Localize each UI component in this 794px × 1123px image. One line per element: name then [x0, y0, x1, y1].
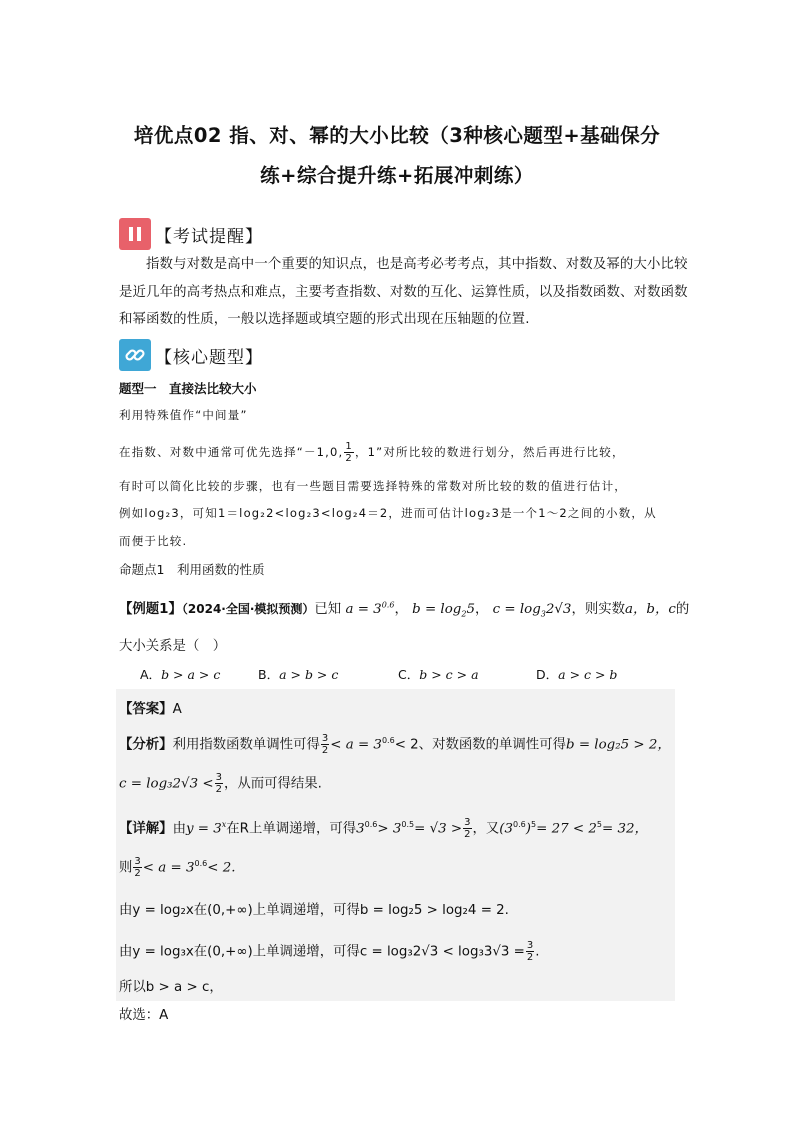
core-types-header [119, 338, 263, 372]
base: 2 [461, 609, 467, 619]
detail-line-4 [119, 940, 540, 963]
numerator: 3 [526, 940, 534, 951]
answer-value: A [172, 702, 182, 717]
explain-line-2: 有时可以简化比较的步骤，也有一些题目需要选择特殊的常数对所比较的数的值进行估计， [119, 479, 627, 493]
exponent: 0.6 [381, 600, 395, 610]
text: = √3 > [414, 821, 463, 837]
c-expr [493, 602, 572, 617]
detail-line-1 [119, 817, 648, 840]
numerator: 3 [321, 733, 329, 744]
choose-line: 故选：A [119, 1008, 169, 1023]
numerator: 3 [215, 772, 222, 783]
text: 在R上单调递增，可得 [226, 821, 357, 837]
text: = 27 < 2 [536, 821, 597, 837]
title-line-2: 练+综合提升练+拓展冲刺练） [260, 164, 534, 187]
exponent: 0.5 [401, 820, 415, 830]
page-title [100, 116, 694, 196]
text: < 2、对数函数的单调性可得 [394, 737, 566, 753]
text: (3 [499, 821, 514, 837]
exponent: 0.6 [194, 859, 208, 869]
text: ，1”对所比较的数进行划分，然后再进行比较， [354, 445, 625, 459]
analysis-line-2 [119, 772, 322, 795]
denominator: 2 [526, 952, 534, 963]
option-a[interactable] [140, 665, 220, 683]
text: 利用指数函数单调性可得 [172, 737, 320, 753]
pause-bars-icon [119, 218, 151, 250]
denominator: 2 [464, 829, 471, 840]
answer-label: 【答案】 [119, 702, 173, 717]
fraction [526, 940, 534, 963]
detail-line-3: 由y = log₂x在(0,+∞)上单调递增，可得b = log₂5 > log₂4 = 2. [119, 903, 509, 918]
text: 2√3 [545, 602, 572, 617]
option-c[interactable] [398, 665, 479, 683]
exam-reminder-body: 指数与对数是高中一个重要的知识点，也是高考必考考点，其中指数、对数及幂的大小比较是近几年的高考热点和难点，主要考查指数、对数的互化、运算性质，以及指数函数、对数函数和幂函数的性质，一般以选择题或填空题的形式出现在压轴题的位置. [119, 257, 688, 327]
text: < a = 3 [330, 737, 382, 753]
explain-line-4: 而便于比较. [119, 534, 188, 548]
numerator: 1 [345, 441, 353, 452]
text: y = 3 [185, 821, 222, 837]
numerator: 3 [134, 856, 141, 867]
example-source: （2024·全国·模拟预测） [181, 602, 315, 616]
text: 5 [466, 602, 475, 617]
text: 由 [172, 821, 186, 837]
denominator: 2 [215, 784, 222, 795]
text: 由y = log₃x在(0,+∞)上单调递增，可得c = log₃2√3 < log₃3√3 = [119, 944, 525, 960]
option-label: C． [398, 667, 420, 682]
text: ，从而可得结果. [223, 776, 322, 792]
text: 在指数、对数中通常可优先选择“－1,0, [119, 445, 344, 459]
text: = 32， [601, 821, 648, 837]
option-text: a > b > c [279, 667, 339, 682]
exponent: 5 [596, 820, 602, 830]
text: 已知 [314, 602, 342, 617]
text: ，则实数 [571, 602, 626, 617]
fraction [133, 856, 141, 879]
text: < a = 3 [142, 860, 195, 876]
option-text: b > a > c [161, 667, 221, 682]
exponent: 0.6 [513, 820, 526, 830]
denominator: 2 [345, 453, 353, 464]
text: 则 [119, 860, 133, 876]
text: ) [525, 821, 532, 837]
denominator: 2 [134, 868, 141, 879]
title-line-1: 培优点02 指、对、幂的大小比较（3种核心题型+基础保分 [133, 124, 661, 147]
answer-line [119, 698, 182, 717]
option-b[interactable] [258, 665, 338, 683]
option-label: A． [140, 667, 162, 682]
detail-line-2 [119, 856, 235, 879]
text: ，又 [472, 821, 500, 837]
exponent: 0.6 [364, 820, 378, 830]
detail-label: 【详解】 [119, 821, 173, 837]
analysis-line-1 [119, 733, 671, 756]
denominator: 2 [321, 745, 329, 756]
exponent: 0.6 [381, 736, 395, 746]
b-expr [412, 602, 475, 617]
exponent: x [221, 820, 227, 830]
text: a = 3 [345, 602, 382, 617]
numerator: 3 [464, 817, 471, 828]
section-heading: 【核心题型】 [155, 347, 263, 368]
text: < 2. [207, 860, 236, 876]
fraction [215, 772, 223, 795]
text: 3 [356, 821, 365, 837]
analysis-label: 【分析】 [119, 737, 173, 753]
option-label: D． [536, 667, 559, 682]
special-value-heading: 利用特殊值作“中间量” [119, 408, 248, 422]
text: b = log₂5 > 2， [565, 737, 671, 753]
exponent: 5 [531, 820, 537, 830]
option-d[interactable] [536, 665, 617, 683]
base: 3 [540, 609, 546, 619]
type-heading: 题型一 直接法比较大小 [119, 381, 257, 396]
example-stem-line-1: 【例题1】（2024·全国·模拟预测）已知 $a = 3^{0.6}$， $b = \log_25$， $c = \log_32√3$，则实数a，b，c的 [119, 600, 690, 619]
explain-line-1 [119, 441, 625, 464]
section-heading: 【考试提醒】 [155, 226, 263, 247]
example-label: 【例题1】 [119, 602, 182, 617]
fraction [463, 817, 471, 840]
chain-link-icon [119, 339, 151, 371]
a-expr [345, 602, 394, 617]
explain-line-3: 例如log₂3，可知1＝log₂2<log₂3<log₂4＝2，进而可估计log₂3是一个1～2之间的小数，从 [119, 506, 657, 520]
example-stem-line-2: 大小关系是（ ） [119, 639, 227, 654]
text: c = log₃2√3 < [119, 776, 214, 792]
fraction [344, 441, 354, 464]
text: c = log [492, 602, 541, 617]
option-label: B． [258, 667, 280, 682]
text: . [535, 944, 540, 960]
proposition-point: 命题点1 利用函数的性质 [119, 562, 265, 577]
text: 的 [675, 602, 690, 617]
option-text: a > c > b [558, 667, 618, 682]
vars: a，b，c [625, 602, 676, 617]
conclusion-line: 所以b > a > c， [119, 980, 223, 995]
exam-reminder-header [119, 217, 263, 251]
fraction [321, 733, 329, 756]
text: b = log [412, 602, 462, 617]
text: > 3 [377, 821, 402, 837]
option-text: b > c > a [419, 667, 479, 682]
